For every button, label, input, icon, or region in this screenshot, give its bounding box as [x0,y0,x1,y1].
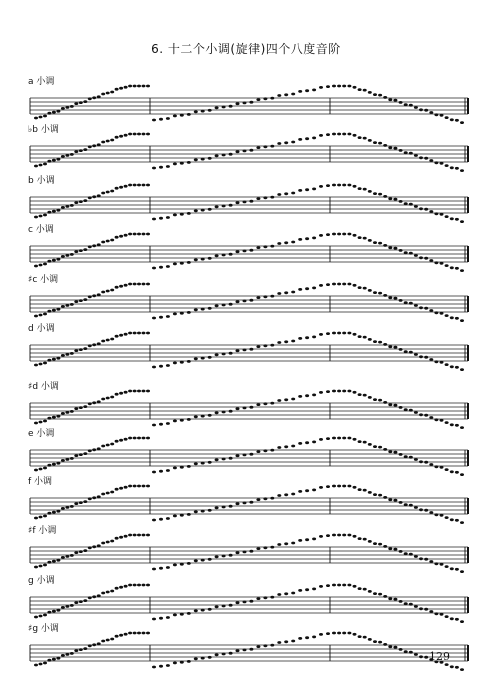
scale-label: a 小调 [28,77,55,87]
music-staff [0,484,492,530]
scale-label: d 小调 [28,324,55,334]
staff-notation [0,183,492,229]
staff-notation [0,484,492,530]
scale-label: e 小调 [28,429,55,439]
scale-label: g 小调 [28,576,55,586]
music-staff [0,282,492,328]
scale-label: c 小调 [28,225,54,235]
page-title: 6. 十二个小调(旋律)四个八度音阶 [151,42,341,56]
staff-notation [0,389,492,435]
music-staff [0,583,492,629]
scale-label: ♭b 小调 [28,125,59,135]
music-staff [0,436,492,482]
staff-notation [0,84,492,130]
staff-notation [0,331,492,377]
staff-notation [0,631,492,677]
music-staff [0,183,492,229]
scale-label: b 小调 [28,176,55,186]
music-staff [0,232,492,278]
staff-notation [0,132,492,178]
scale-label: ♯d 小调 [28,382,59,392]
scale-label: f 小调 [28,477,53,487]
scale-label: ♯f 小调 [28,526,57,536]
scale-label: ♯g 小调 [28,624,59,634]
music-staff [0,84,492,130]
staff-notation [0,533,492,579]
staff-notation [0,232,492,278]
music-staff [0,389,492,435]
page-number: 129 [429,650,450,663]
staff-notation [0,583,492,629]
staff-notation [0,282,492,328]
music-staff [0,631,492,677]
music-staff [0,132,492,178]
staff-notation [0,436,492,482]
scale-label: ♯c 小调 [28,275,59,285]
music-staff [0,533,492,579]
music-staff [0,331,492,377]
